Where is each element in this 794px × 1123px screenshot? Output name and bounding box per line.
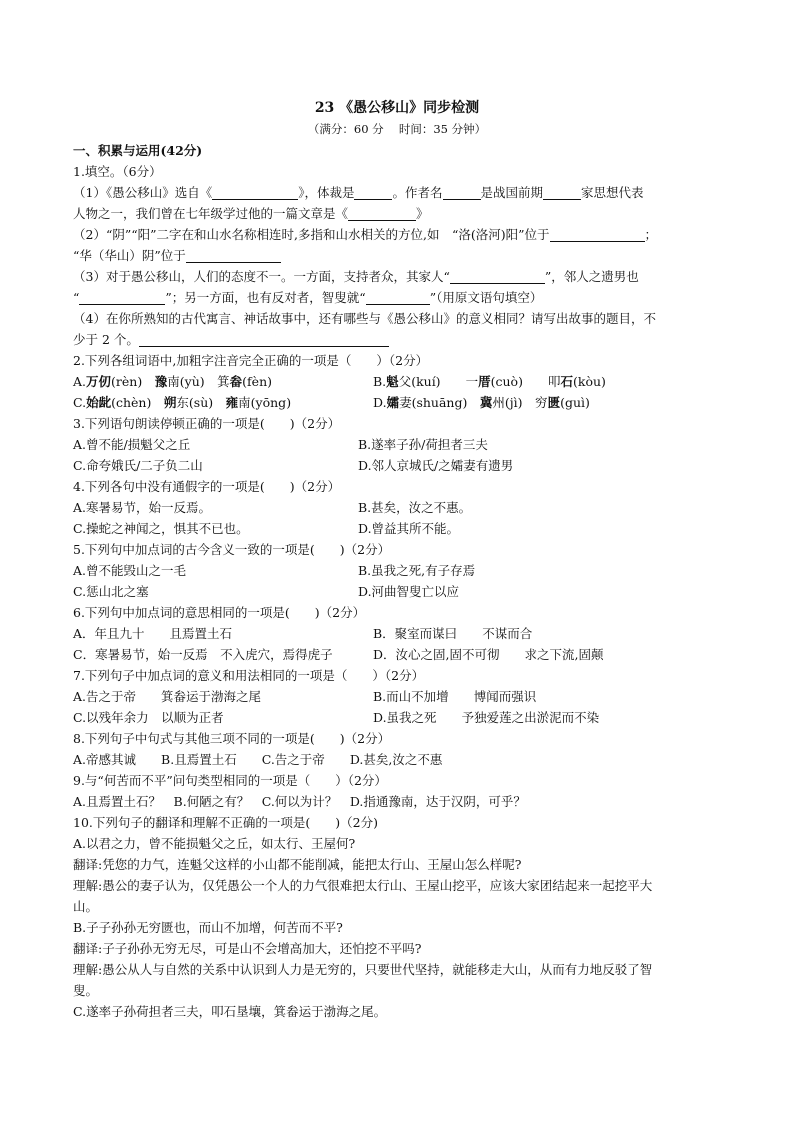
answer-blank[interactable] (79, 290, 165, 305)
q8-option-d[interactable]: D.甚矣,汝之不惠 (349, 752, 443, 767)
q4-option-d[interactable]: D.曾益其所不能。 (358, 521, 460, 536)
q10-option-b[interactable]: B.子子孙孙无穷匮也，而山不加增，何苦而不平? (73, 920, 343, 935)
q2-option-a[interactable]: A.万仞(rèn) 豫南(yù) 箕畚(fèn) (73, 374, 272, 389)
q8-option-c[interactable]: C.告之于帝 (261, 752, 325, 767)
q1-part3-line2: “ ”；另一方面，也有反对者，智叟就“ ”（用原文语句填空） (73, 290, 543, 305)
q8-heading: 8.下列句子中句式与其他三项不同的一项是( )（2分） (73, 731, 391, 746)
page-subtitle: （满分：60 分 时间：35 分钟） (307, 122, 487, 136)
q10-option-b-translation: 翻译:子子孙孙无穷无尽，可是山不会增高加大，还怕挖不平吗? (73, 941, 422, 956)
q10-option-a-understanding: 理解:愚公的妻子认为，仅凭愚公一个人的力气很难把太行山、王屋山挖平，应该大家团结起来一起挖平大 (73, 878, 653, 893)
q8-option-a[interactable]: A.帝感其诚 (73, 752, 137, 767)
q2-option-c[interactable]: C.始龀(chèn) 朔东(sù) 雍南(yōng) (73, 395, 292, 410)
q10-heading: 10.下列句子的翻译和理解不正确的一项是( )（2分) (73, 815, 378, 830)
q5-option-b[interactable]: B.虽我之死,有子存焉 (358, 563, 476, 578)
answer-blank[interactable] (186, 248, 281, 263)
q10-option-c[interactable]: C.遂率子孙荷担者三夫，叩石垦壤，箕畚运于渤海之尾。 (73, 1004, 387, 1019)
answer-blank[interactable] (450, 269, 545, 284)
worksheet-content (73, 140, 723, 1022)
q7-option-b[interactable]: B.而山不加增 博闻而强识 (373, 689, 537, 704)
q3-option-d[interactable]: D.邻人京城氏/之孀妻有遗男 (358, 458, 514, 473)
q6-option-c[interactable]: C．寒暑易节，始一反焉 不入虎穴，焉得虎子 (73, 647, 333, 662)
q9-option-b[interactable]: B.何陋之有？ (173, 794, 250, 809)
q7-option-a[interactable]: A.告之于帝 箕畚运于渤海之尾 (73, 689, 262, 704)
section-heading: 一、积累与运用(42分) (73, 143, 203, 158)
q7-option-c[interactable]: C.以残年余力 以顺为正者 (73, 710, 224, 725)
q2-option-b[interactable]: B.魁父(kuí) 一厝(cuò) 叩石(kòu) (373, 374, 606, 389)
q5-option-a[interactable]: A.曾不能毁山之一毛 (73, 563, 187, 578)
q4-option-a[interactable]: A.寒暑易节，始一反焉。 (73, 500, 212, 515)
answer-blank[interactable] (212, 185, 298, 200)
q7-option-d[interactable]: D.虽我之死 予独爱莲之出淤泥而不染 (373, 710, 600, 725)
q3-option-c[interactable]: C.命夸娥氏/二子负二山 (73, 458, 203, 473)
q9-heading: 9.与“何苦而不平”问句类型相同的一项是（ ）（2分） (73, 773, 387, 788)
q1-part1-line1: （1）《愚公移山》选自《 》，体裁是 。作者名 是战国前期 家思想代表 (73, 185, 644, 200)
q10-option-b-understanding: 理解:愚公从人与自然的关系中认识到人力是无穷的，只要世代坚持，就能移走大山，从而有力地反驳了智 (73, 962, 653, 977)
answer-blank[interactable] (543, 185, 581, 200)
q1-part1-line2: 人物之一，我们曾在七年级学过他的一篇文章是《 》 (73, 206, 429, 221)
answer-blank[interactable] (366, 290, 430, 305)
q2-heading: 2.下列各组词语中,加粗字注音完全正确的一项是（ ）（2分） (73, 353, 429, 368)
q4-option-c[interactable]: C.操蛇之神闻之，惧其不已也。 (73, 521, 249, 536)
q1-part2-line1: （2）“阴”“阳”二字在和山水名称相连时,多指和山水相关的方位,如 “洛(洛河)阳”位于 ； (73, 227, 658, 242)
answer-blank[interactable] (443, 185, 481, 200)
q10-option-a-understanding-cont: 山。 (73, 899, 99, 914)
answer-blank[interactable] (348, 206, 416, 221)
q10-option-a[interactable]: A.以君之力，曾不能损魁父之丘，如太行、王屋何? (73, 836, 356, 851)
q6-option-a[interactable]: A．年且九十 且焉置土石 (73, 626, 233, 641)
q10-option-a-translation: 翻译:凭您的力气，连魁父这样的小山都不能削减，能把太行山、王屋山怎么样呢? (73, 857, 522, 872)
q5-option-c[interactable]: C.惩山北之塞 (73, 584, 149, 599)
q6-option-d[interactable]: D．汝心之固,固不可彻 求之下流,固颠 (373, 647, 604, 662)
q10-option-b-understanding-cont: 叟。 (73, 983, 99, 998)
q4-heading: 4.下列各句中没有通假字的一项是( )（2分） (73, 479, 341, 494)
q6-option-b[interactable]: B．聚室而谋曰 不谋而合 (373, 626, 533, 641)
q1-part4-line1: （4）在你所熟知的古代寓言、神话故事中，还有哪些与《愚公移山》的意义相同？请写出故事的题目，不 (73, 311, 656, 326)
answer-blank[interactable] (354, 185, 392, 200)
q4-option-b[interactable]: B.甚矣，汝之不惠。 (358, 500, 472, 515)
page-title: 23 《愚公移山》同步检测 (314, 100, 480, 116)
answer-blank[interactable] (139, 332, 389, 347)
q1-part3-line1: （3）对于愚公移山，人们的态度不一。一方面，支持者众，其家人“ ”，邻人之遗男也 (73, 269, 639, 284)
q9-option-a[interactable]: A.且焉置土石？ (73, 794, 162, 809)
q1-part4-line2: 少于 2 个。 (73, 329, 723, 350)
q9-option-c[interactable]: C.何以为计？ (261, 794, 338, 809)
q7-heading: 7.下列句子中加点词的意义和用法相同的一项是（ ）（2分） (73, 668, 425, 683)
q9-option-d[interactable]: D.指通豫南，达于汉阴，可乎？ (349, 794, 526, 809)
q3-option-b[interactable]: B.遂率子孙/荷担者三夫 (358, 437, 488, 452)
q1-heading: 1.填空。（6分） (73, 164, 162, 179)
q5-option-d[interactable]: D.河曲智叟亡以应 (358, 584, 460, 599)
q5-heading: 5.下列句中加点词的古今含义一致的一项是( )（2分） (73, 542, 391, 557)
q6-heading: 6.下列句中加点词的意思相同的一项是( )（2分） (73, 605, 366, 620)
answer-blank[interactable] (550, 227, 645, 242)
q2-options-ab (73, 371, 723, 392)
q3-heading: 3.下列语句朗读停顿正确的一项是( )（2分） (73, 416, 341, 431)
q2-option-d[interactable]: D.孀妻(shuāng) 冀州(jì) 穷匮(guì) (373, 395, 590, 410)
q1-part2-line2: “华（华山）阴”位于 (73, 245, 723, 266)
q8-option-b[interactable]: B.且焉置土石 (161, 752, 237, 767)
q3-option-a[interactable]: A.曾不能/损魁父之丘 (73, 437, 191, 452)
q2-options-cd (73, 392, 723, 413)
